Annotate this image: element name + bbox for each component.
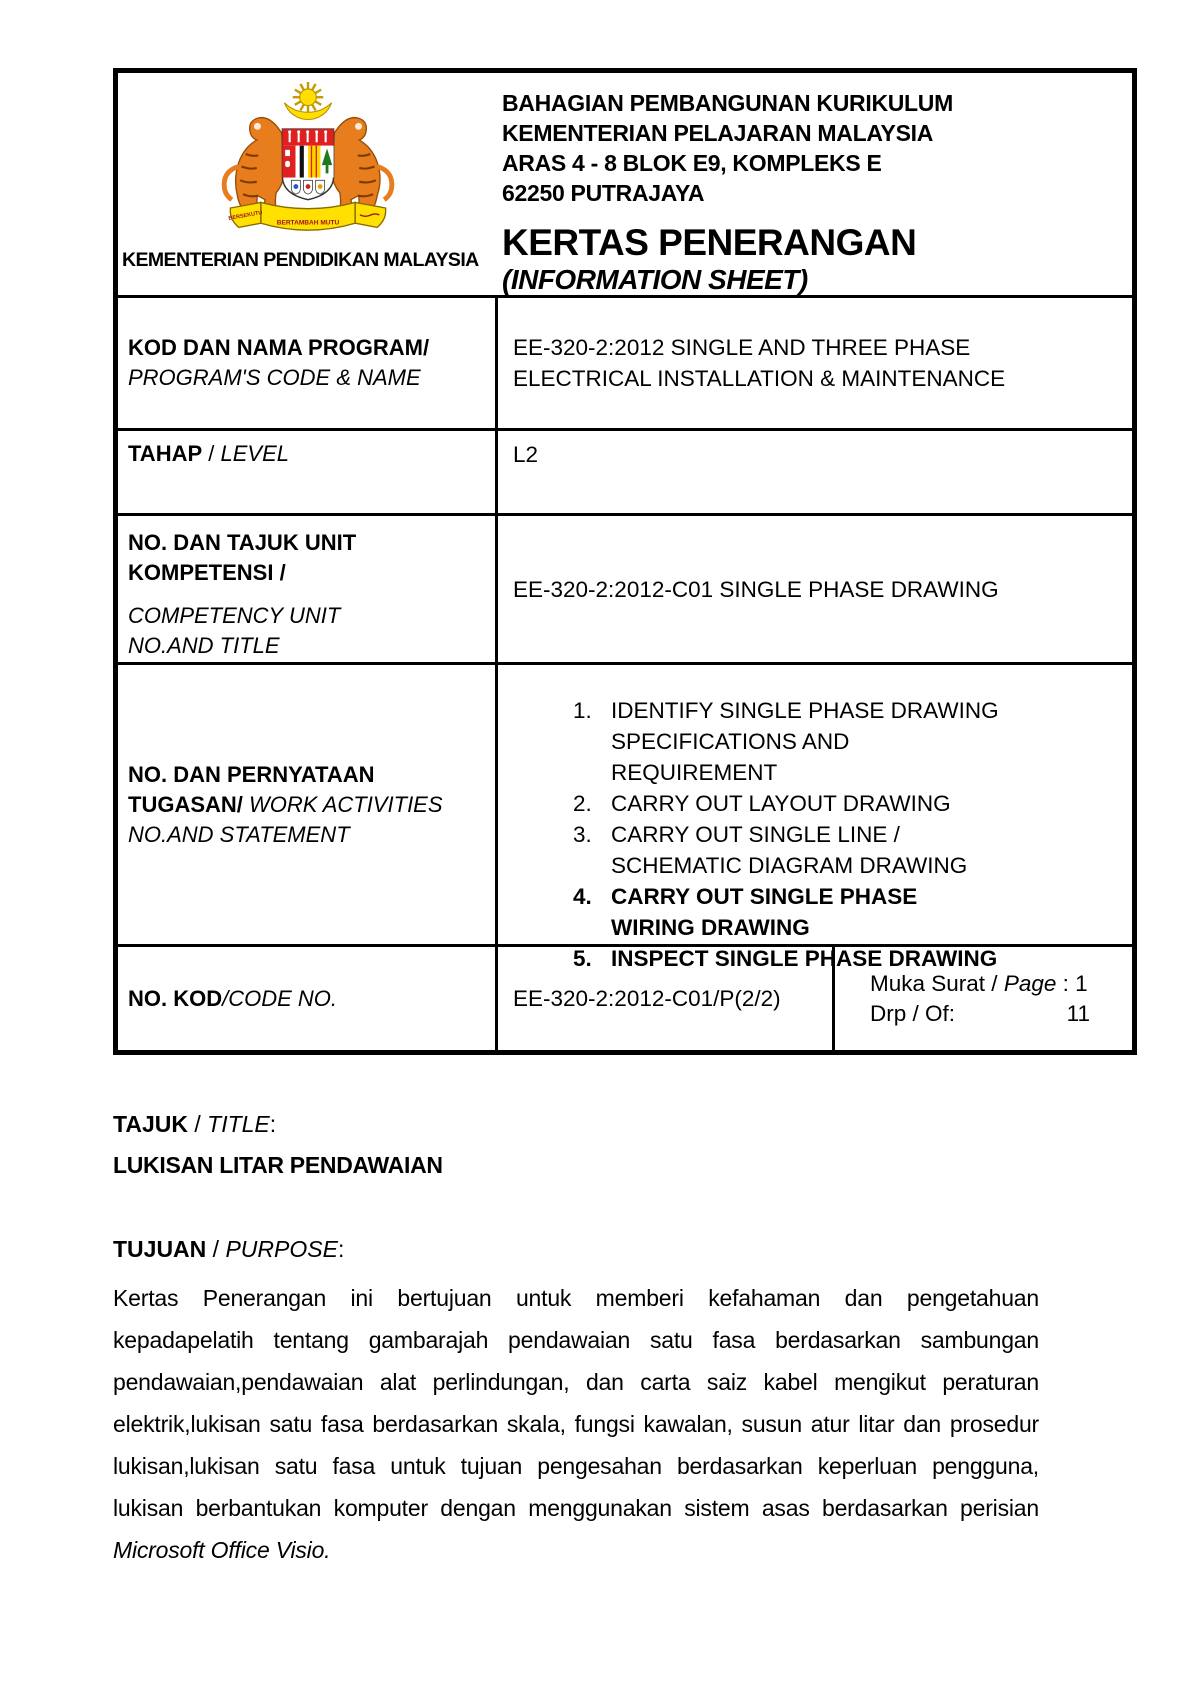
page-line: Muka Surat / Page : 1 [870,970,1088,996]
tajuk-heading: TAJUK / TITLE: [113,1111,277,1137]
work-activities-label [118,665,498,944]
tujuan-heading: TUJUAN / PURPOSE: [113,1236,345,1262]
logo-motto-left: BERSEKUTU [228,210,263,222]
list-item-number: 1. [573,698,592,723]
competency-unit-value [498,516,1132,662]
work-activities-label-text: NO. DAN PERNYATAAN TUGASAN/ WORK ACTIVITIES NO.AND STATEMENT [128,761,443,847]
row-program [118,295,1132,428]
of-label: Drp / Of: [870,1000,956,1026]
list-item [573,788,1132,819]
program-label [118,298,498,428]
page-info-cell [835,947,1132,1050]
code-no-value [498,947,835,1050]
list-item-number: 3. [573,822,592,847]
row-level [118,428,1132,513]
logo-cell [118,73,498,295]
org-line: BAHAGIAN PEMBANGUNAN KURIKULUM [502,90,953,116]
malaysia-coat-of-arms-icon [218,79,398,247]
code-no-label-text: NO. KOD/CODE NO. [128,985,338,1011]
list-item-text: CARRY OUT SINGLE PHASE WIRING DRAWING [611,884,918,940]
purpose-text-italic: Microsoft Office Visio. [113,1537,331,1563]
competency-unit-value-text: EE-320-2:2012-C01 SINGLE PHASE DRAWING [513,576,999,602]
competency-unit-label-italic: COMPETENCY UNIT NO.AND TITLE [128,603,341,658]
row-code-no [118,944,1132,1050]
list-item-text: CARRY OUT LAYOUT DRAWING [611,791,951,816]
logo-caption: KEMENTERIAN PENDIDIKAN MALAYSIA [122,249,479,271]
program-value-text: EE-320-2:2012 SINGLE AND THREE PHASE ELECTRICAL INSTALLATION & MAINTENANCE [513,335,1006,391]
program-value [498,298,1132,428]
info-sheet-table [113,68,1137,1055]
list-item-text: INSPECT SINGLE PHASE DRAWING [611,946,998,971]
work-activities-value [498,665,1132,971]
of-value: 11 [1066,1000,1090,1026]
list-item-text: IDENTIFY SINGLE PHASE DRAWING SPECIFICATIONS AND REQUIREMENT [611,698,999,785]
level-label-text: TAHAP / LEVEL [128,441,289,466]
purpose-paragraph [113,1277,1039,1571]
list-item-number: 4. [573,884,592,909]
org-line: ARAS 4 - 8 BLOK E9, KOMPLEKS E [502,150,882,176]
list-item-number: 5. [573,946,592,971]
row-work-activities [118,662,1132,971]
competency-unit-label [118,516,498,662]
header-text-cell [498,73,1132,295]
purpose-text: Kertas Penerangan ini bertujuan untuk memberi kefahaman dan pengetahuan kepadapelatih tentang gambarajah pendawaian satu fasa berdasarkan sambungan pendawaian,pendawaian alat perlindungan, dan carta saiz kabel mengikut peraturan elektrik,lukisan satu fasa berdasarkan skala, fungsi kawalan, susun atur litar dan prosedur lukisan,lukisan satu fasa untuk tujuan pengesahan berdasarkan keperluan pengguna, lukisan berbantukan komputer dengan menggunakan sistem asas berdasarkan perisian [113,1285,1039,1521]
level-value-text: L2 [513,442,539,467]
row-competency-unit [118,513,1132,662]
list-item [573,695,1132,788]
of-line [870,999,1090,1029]
list-item-text: CARRY OUT SINGLE LINE / SCHEMATIC DIAGRAM DRAWING [611,822,968,878]
document-body [113,1110,1039,1571]
table-header-row [118,73,1132,295]
level-value [498,431,1132,513]
document-title: KERTAS PENERANGAN [502,222,917,263]
tajuk-title: LUKISAN LITAR PENDAWAIAN [113,1152,443,1178]
org-line: 62250 PUTRAJAYA [502,180,705,206]
logo-motto-center: BERTAMBAH MUTU [276,219,340,227]
program-label-bold: KOD DAN NAMA PROGRAM/ [128,335,430,360]
level-label [118,431,498,513]
program-label-italic: PROGRAM'S CODE & NAME [128,365,421,390]
org-line: KEMENTERIAN PELAJARAN MALAYSIA [502,120,934,146]
competency-unit-label-bold: NO. DAN TAJUK UNIT KOMPETENSI / [128,530,357,585]
code-no-label [118,947,498,1050]
list-item-number: 2. [573,791,592,816]
list-item [573,819,1132,881]
work-activities-list [513,665,1132,974]
list-item [573,881,1132,943]
code-no-value-text: EE-320-2:2012-C01/P(2/2) [513,985,781,1011]
document-subtitle: (INFORMATION SHEET) [502,264,808,295]
